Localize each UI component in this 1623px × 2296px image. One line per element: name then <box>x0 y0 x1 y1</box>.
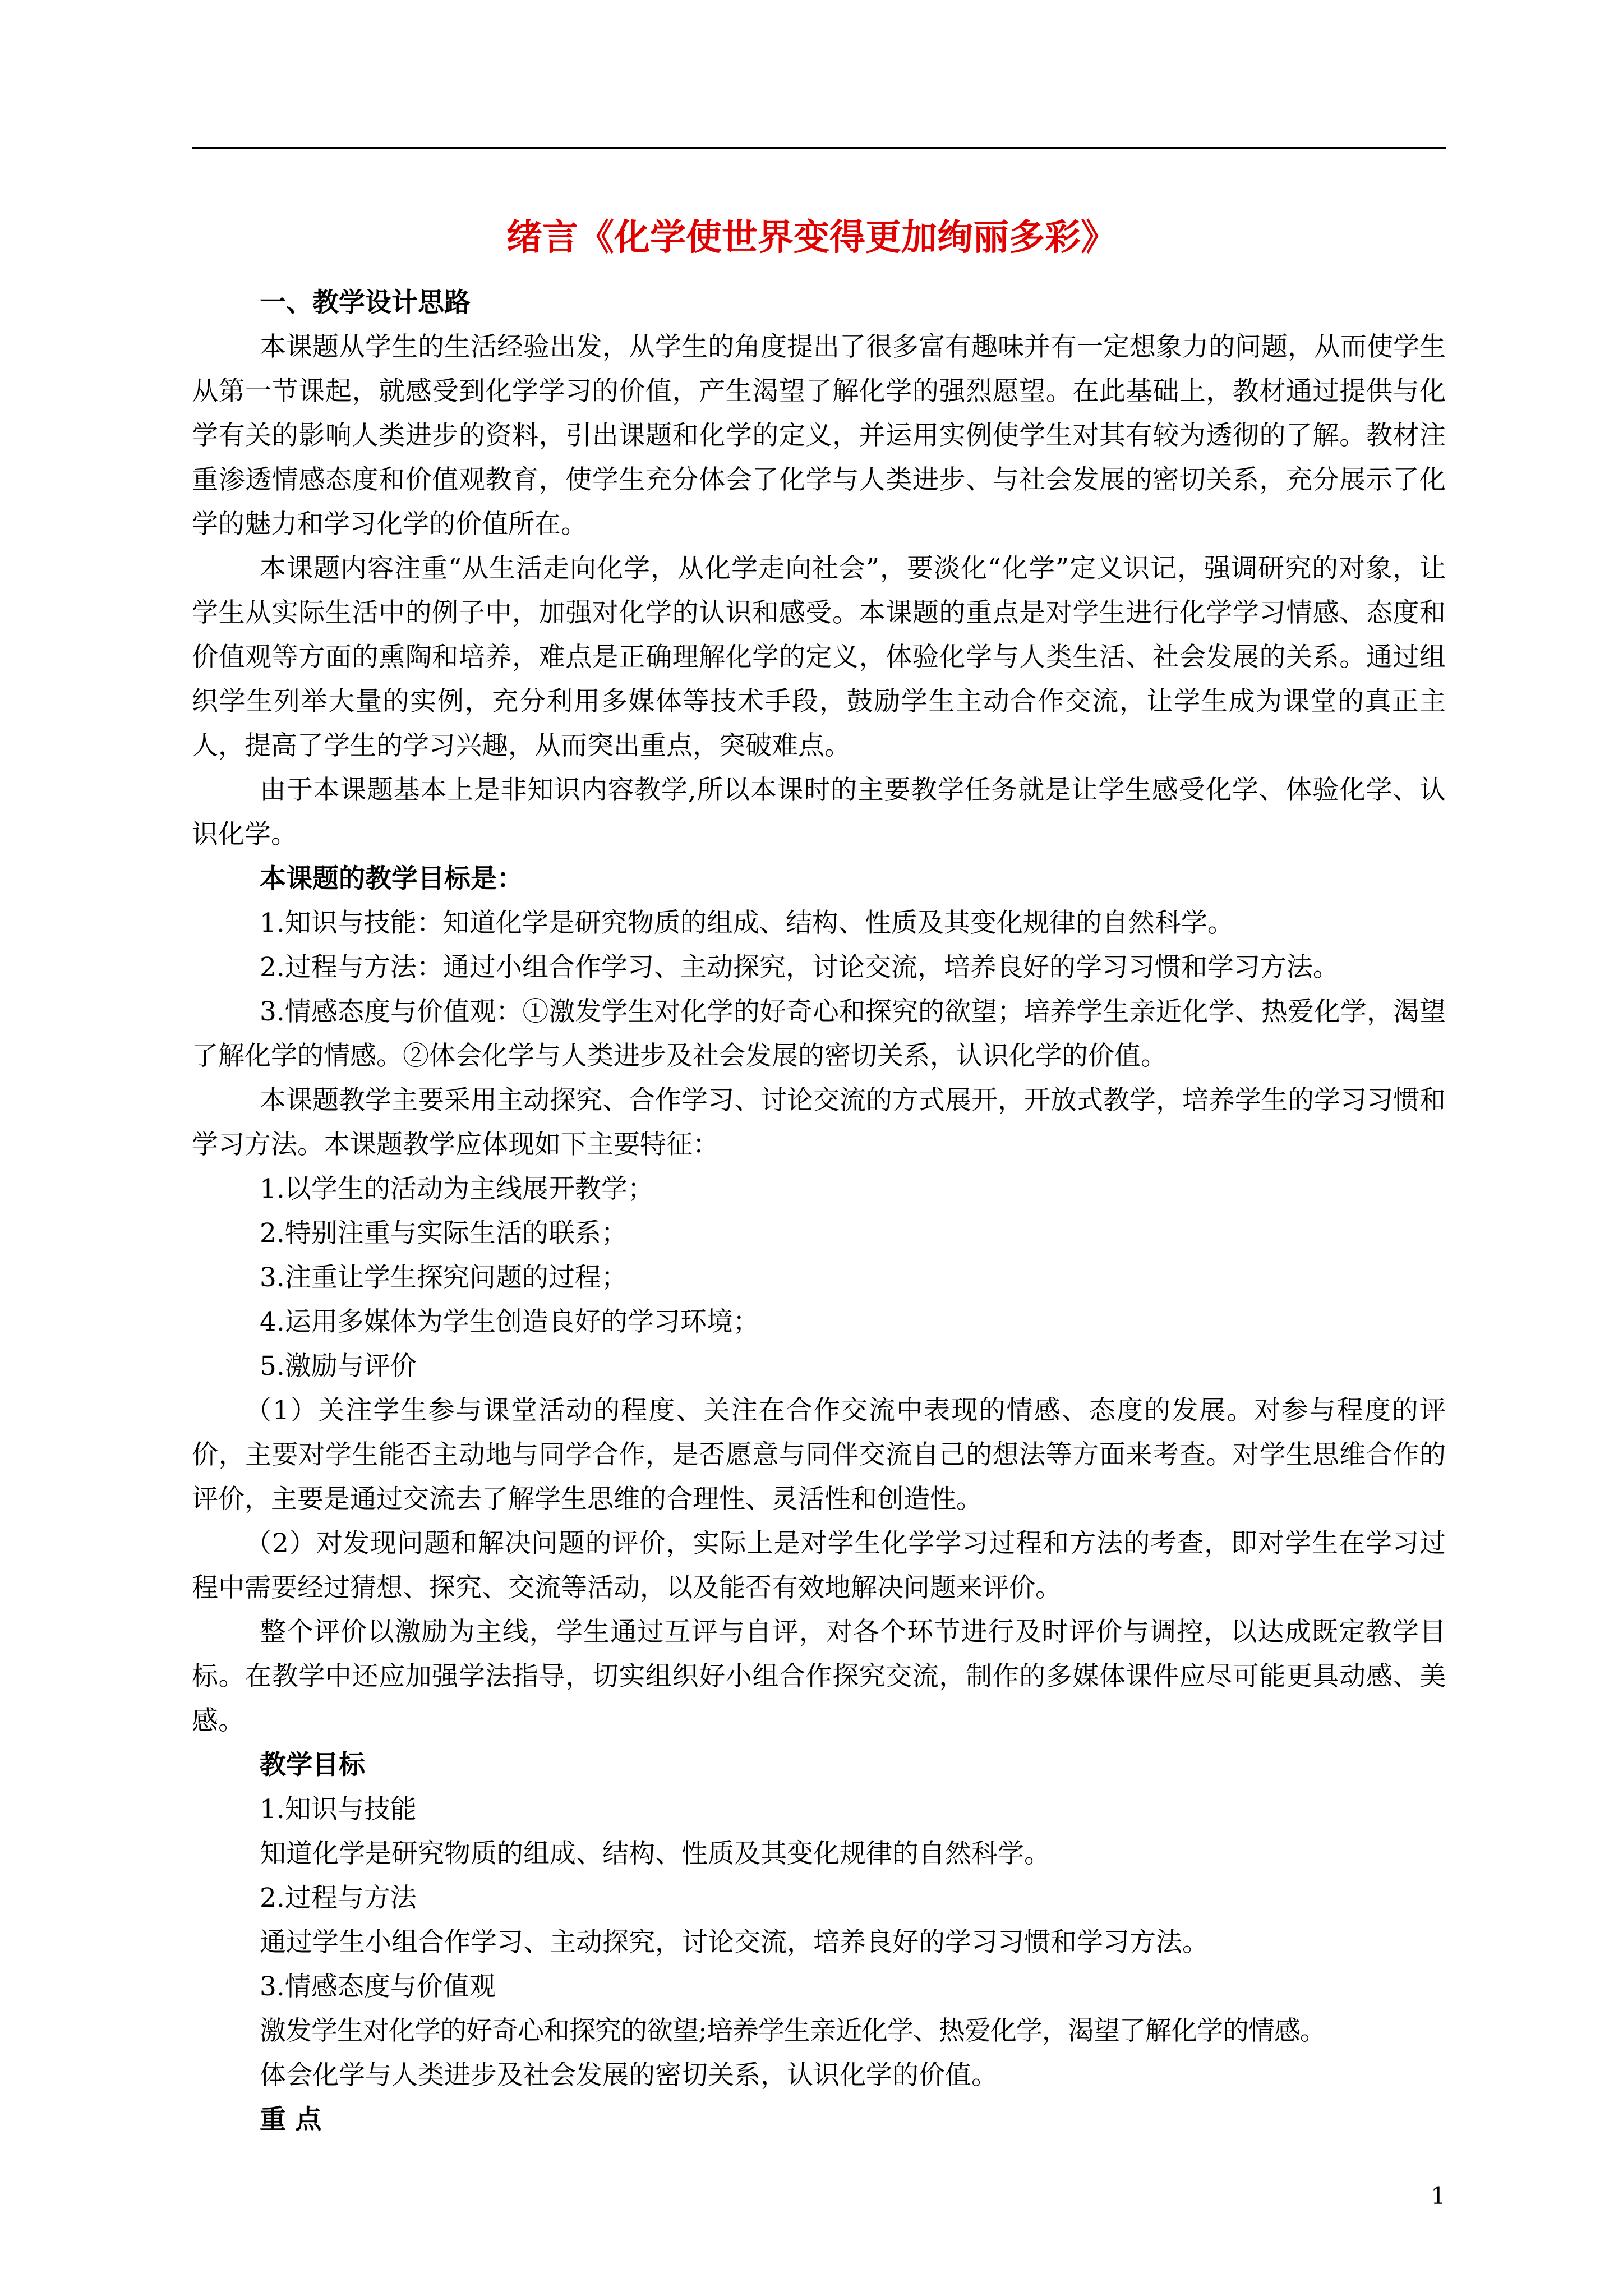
objective-label-process: 2.过程与方法 <box>260 1883 417 1913</box>
objective-label-knowledge: 1.知识与技能 <box>260 1794 417 1825</box>
objective-text-knowledge: 知道化学是研究物质的组成、结构、性质及其变化规律的自然科学。 <box>260 1838 1050 1869</box>
feature-item: 4.运用多媒体为学生创造良好的学习环境； <box>260 1306 759 1337</box>
paragraph-design-2: 本课题内容注重“从生活走向化学，从化学走向社会”，要淡化“化学”定义识记，强调研究的对象，让学生从实际生活中的例子中，加强对化学的认识和感受。本课题的重点是对学生进行化学学习情感、态度和价值观等方面的熏陶和培养，难点是正确理解化学的定义，体验化学与人类生活、社会发展的关系。通过组织学生列举大量的实例，充分利用多媒体等技术手段，鼓励学生主动合作交流，让学生成为课堂的真正主人，提高了学生的学习兴趣，从而突出重点，突破难点。 <box>192 553 1446 761</box>
goals-heading: 本课题的教学目标是： <box>260 863 523 894</box>
paragraph-teaching-method: 本课题教学主要采用主动探究、合作学习、讨论交流的方式展开，开放式教学，培养学生的学习习惯和学习方法。本课题教学应体现如下主要特征： <box>192 1085 1446 1160</box>
objective-text-process: 通过学生小组合作学习、主动探究，讨论交流，培养良好的学习习惯和学习方法。 <box>260 1927 1209 1958</box>
goal-item: 1.知识与技能：知道化学是研究物质的组成、结构、性质及其变化规律的自然科学。 <box>260 908 1234 938</box>
paragraph-design-3: 由于本课题基本上是非知识内容教学,所以本课时的主要教学任务就是让学生感受化学、体验化学、认识化学。 <box>192 775 1446 850</box>
objective-label-attitude: 3.情感态度与价值观 <box>260 1971 496 2002</box>
feature-item: 2.特别注重与实际生活的联系； <box>260 1218 628 1249</box>
document-body <box>192 280 1446 2142</box>
header-rule <box>192 147 1446 149</box>
goal-item: 3.情感态度与价值观：①激发学生对化学的好奇心和探究的欲望；培养学生亲近化学、热爱化学，渴望了解化学的情感。②体会化学与人类进步及社会发展的密切关系，认识化学的价值。 <box>192 996 1446 1071</box>
paragraph-design-1: 本课题从学生的生活经验出发，从学生的角度提出了很多富有趣味并有一定想象力的问题，从而使学生从第一节课起，就感受到化学学习的价值，产生渴望了解化学的强烈愿望。在此基础上，教材通过提供与化学有关的影响人类进步的资料，引出课题和化学的定义，并运用实例使学生对其有较为透彻的了解。教材注重渗透情感态度和价值观教育，使学生充分体会了化学与人类进步、与社会发展的密切关系，充分展示了化学的魅力和学习化学的价值所在。 <box>192 332 1446 540</box>
page-number: 1 <box>1431 2182 1446 2210</box>
section-heading-design: 一、教学设计思路 <box>260 287 471 318</box>
document-title: 绪言《化学使世界变得更加绚丽多彩》 <box>506 217 1117 259</box>
evaluation-paragraph-1: （1）关注学生参与课堂活动的程度、关注在合作交流中表现的情感、态度的发展。对参与程度的评价，主要对学生能否主动地与同学合作，是否愿意与同伴交流自己的想法等方面来考查。对学生思维合作的评价，主要是通过交流去了解学生思维的合理性、灵活性和创造性。 <box>192 1395 1446 1515</box>
feature-item: 3.注重让学生探究问题的过程； <box>260 1262 628 1293</box>
feature-item: 5.激励与评价 <box>260 1351 417 1382</box>
paragraph-evaluation-summary: 整个评价以激励为主线，学生通过互评与自评，对各个环节进行及时评价与调控，以达成既定教学目标。在教学中还应加强学法指导，切实组织好小组合作探究交流，制作的多媒体课件应尽可能更具动感、美感。 <box>192 1617 1446 1736</box>
evaluation-paragraph-2: （2）对发现问题和解决问题的评价，实际上是对学生化学学习过程和方法的考查，即对学生在学习过程中需要经过猜想、探究、交流等活动，以及能否有效地解决问题来评价。 <box>192 1528 1446 1603</box>
objective-text-attitude-1: 激发学生对化学的好奇心和探究的欲望;培养学生亲近化学、热爱化学，渴望了解化学的情感。 <box>260 2016 1326 2046</box>
keypoint-heading: 重 点 <box>260 2104 322 2135</box>
feature-item: 1.以学生的活动为主线展开教学； <box>260 1174 654 1204</box>
objective-text-attitude-2: 体会化学与人类进步及社会发展的密切关系，认识化学的价值。 <box>260 2060 998 2091</box>
goal-item: 2.过程与方法：通过小组合作学习、主动探究，讨论交流，培养良好的学习习惯和学习方法。 <box>260 952 1339 983</box>
objectives-heading: 教学目标 <box>260 1750 365 1780</box>
